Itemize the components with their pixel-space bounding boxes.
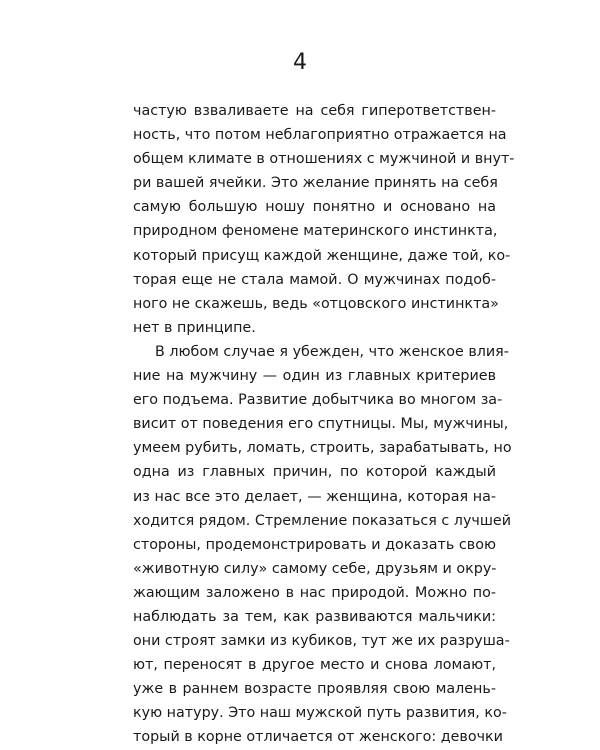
text-line: ходится рядом. Стремление показаться с лучшей xyxy=(133,512,512,529)
paragraph-start-line: В любом случае я убежден, что женское влия- xyxy=(155,343,509,360)
text-line: висит от поведения его спутницы. Мы, мужчины, xyxy=(133,416,509,433)
text-line: самую большую ношу понятно и основано на xyxy=(133,199,496,216)
text-line: из нас все это делает, — женщина, которая на- xyxy=(133,488,496,505)
text-line: жающим заложено в нас природой. Можно по- xyxy=(133,584,496,601)
text-line: умеем рубить, ломать, строить, зарабатывать, но xyxy=(133,440,512,457)
text-line: природном феномене материнского инстинкта, xyxy=(133,223,498,240)
text-line: ность, что потом неблагоприятно отражается на xyxy=(133,127,507,144)
text-line: наблюдать за тем, как развиваются мальчики: xyxy=(133,608,496,625)
paragraph-end-line: нет в принципе. xyxy=(133,319,256,336)
text-line: общем климате в отношениях с мужчиной и внут- xyxy=(133,151,515,168)
text-line: торая еще не стала мамой. О мужчинах подоб- xyxy=(133,271,496,288)
text-line: кую натуру. Это наш мужской путь развития, ко- xyxy=(133,705,507,722)
text-line: который присущ каждой женщине, даже той, ко- xyxy=(133,247,511,264)
text-line: его подъема. Развитие добытчика во многом за- xyxy=(133,392,503,409)
text-line: ют, переносят в другое место и снова ломают, xyxy=(133,657,496,674)
text-line: торый в корне отличается от женского: девочки xyxy=(133,729,503,746)
page-number: 4 xyxy=(293,50,307,75)
body-text xyxy=(133,99,515,750)
text-line: частую взваливаете на себя гиперответствен- xyxy=(133,103,496,119)
text-line: ние на мужчину — один из главных критериев xyxy=(133,368,496,385)
text-line: уже в раннем возрасте проявляя свою малень- xyxy=(133,681,496,698)
text-line: одна из главных причин, по которой каждый xyxy=(133,464,496,481)
text-line: они строят замки из кубиков, тут же их разруша- xyxy=(133,633,510,650)
text-line: «животную силу» самому себе, друзьям и окру- xyxy=(133,560,497,577)
text-line: ного не скажешь, ведь «отцовского инстинкта» xyxy=(133,295,499,312)
text-line: стороны, продемонстрировать и доказать свою xyxy=(133,536,496,553)
text-line: ри вашей ячейки. Это желание принять на себя xyxy=(133,175,498,192)
